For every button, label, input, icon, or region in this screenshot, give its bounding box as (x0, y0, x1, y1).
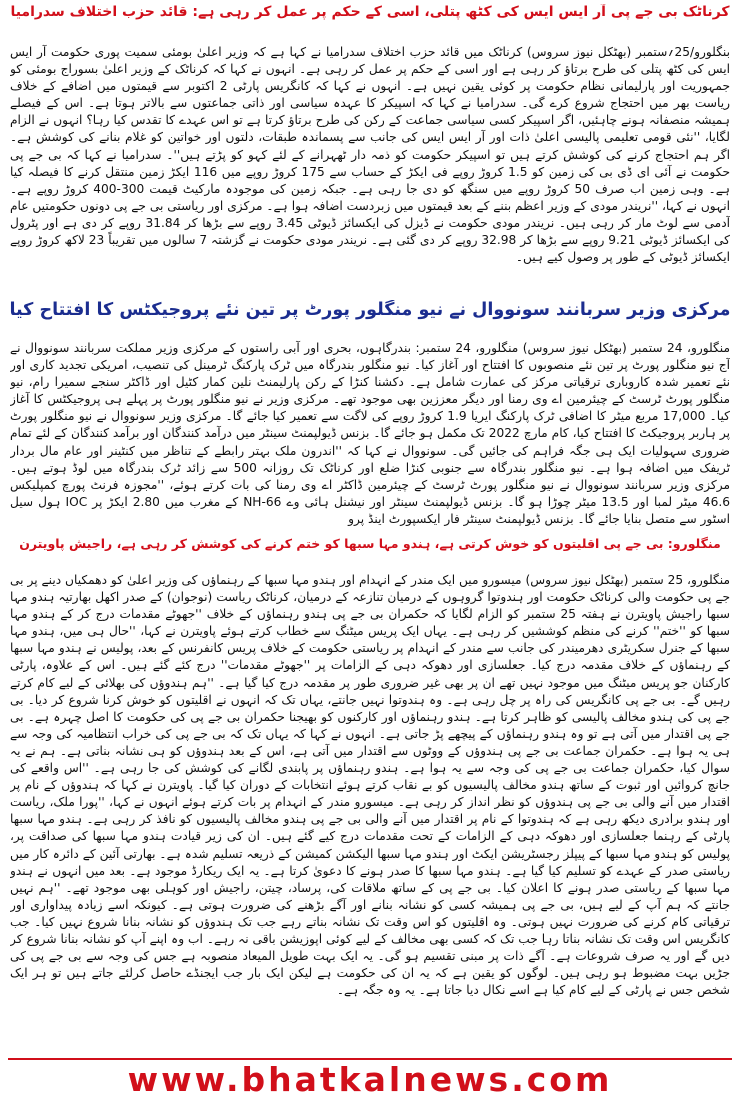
article-1-headline: کرناٹک بی جے پی آر ایس ایس کی کٹھ پتلی، اسی کے حکم پر عمل کر رہی ہے: قائد حزب اختلاف سدرامیا (10, 4, 730, 20)
article-3-body: منگلورو، 25 ستمبر (بھٹکل نیوز سروس) میسورو میں ایک مندر کے انہدام اور ہندو مہا سبھا کے رہنماؤں کی وزیر اعلیٰ کو دھمکیاں دینے پر بی جے پی حکومت والی کرناٹک حکومت اور ہندوتوا گروہوں کے درمیان تنازعہ کے درمیان، کرناٹک ریاست (نوجوان) کے صدر اکھل بھارتیہ ہندو مہا سبھا راجیش پاویترن نے ہفتہ 25 ستمبر کو الزام لگایا کہ حکمران بی جے پی ہندو رہنماؤں کے خلاف ''جھوٹے مقدمات درج کر کے ہندو مہا سبھا کو ''ختم'' کرنے کی منظم کوششیں کر رہی ہے۔ یہاں ایک پریس میٹنگ سے خطاب کرتے ہوئے پاویترن نے کہا، ''حال ہی میں، ہندو مہا سبھا کے جنرل سکریٹری دھرمیندر کی جانب سے مندر کے انہدام پر ریاستی حکومت کے خلاف پریس کانفرنس کے بعد، پولیس نے ہندو مہا سبھا کے رہنماؤں کے خلاف مقدمہ درج کیا۔ جعلسازی اور دھوکہ دہی کے الزامات پر ''جھوٹے مقدمات'' درج کئے گئے ہیں۔ اس کے علاوہ، پارٹی کارکنان جو پریس میٹنگ میں موجود نہیں تھے ان پر بھی غیر ضروری طور پر مقدمہ درج کیا گیا ہے۔ ''ہم ہندوؤں کی بھلائی کے لیے کام کرتے رہیں گے۔ بی جے پی کانگریس کی راہ پر چل رہی ہے۔ وہ ہندوتوا نہیں جانتے، یہاں تک کہ انہوں نے اقلیتوں کو خوش کرنا شروع کر دیا۔ بی جے پی کی ہندو مخالف پالیسی کو ظاہر کرتا ہے۔ ہندو رہنماؤں اور کارکنوں کو بھیجنا حکمران بی جے پی کی حکومت کا اصل چہرہ ہے۔ بی جے پی اقتدار میں آتی ہے تو وہ ہندو رہنماؤں کے پیچھے پڑ جاتی ہے۔ انہوں نے کہا کہ یہاں تک کہ بی جے پی کی خراب انتظامیہ کی وجہ سے ہی یہ ہوا ہے۔ حکمران جماعت بی جے پی ہندوؤں کے ووٹوں سے اقتدار میں آتی ہے، اس کے بعد ہندوؤں کو ہی نشانہ بناتی ہے۔ ہم نے یہ سوال کیا، حکمران جماعت بی جے پی کی وجہ سے یہ ہوا ہے۔ ہندو رہنماؤں پر پابندی لگانے کی کوشش کی جا رہی ہے۔ ''اس واقعے کی جانچ کروائیں اور ثبوت کے ساتھ ہندو مخالف پالیسیوں کو بے نقاب کرتے ہوئے انتخابات کے دوران کیا گیا۔ پاویترن نے کہا کہ ہندوؤں کے نام پر اقتدار میں آنے والی بی جے پی ہندوؤں کو نظر انداز کر رہی ہے۔ میسورو مندر کے انہدام پر بات کرتے ہوئے انہوں نے کہا، ''پورا ملک، ریاست اور ہندو برادری دیکھ رہی ہے کہ ہندوتوا کے نام پر اقتدار میں آنے والی بی جے پی ہندو مخالف پالیسیوں کو نافذ کر رہی ہے۔ ہندو مہا سبھا پارٹی کے رہنما جعلسازی اور دھوکہ دہی کے الزامات کے تحت مقدمات درج کیے گئے ہیں۔ ان کی زیر قیادت ہندو مہا سبھا کی صداقت پر، پولیس کو ہندو مہا سبھا کے پیپلز رجسٹریشن ایکٹ اور ہندو مہا سبھا الیکشن کمیشن کے ذریعہ تسلیم شدہ ہے۔ بھارتی آئین کے دائرہ کار میں ریاستی صدر کے عہدے کو تسلیم کیا گیا ہے۔ ہندو مہا سبھا کا صدر ہونے کا دعویٰ کرتا ہے۔ یہ ایک ریکارڈ موجود ہے۔ بعد میں انہوں نے ہندو مہا سبھا کے ریاستی صدر ہونے کا اعلان کیا۔ بی جے پی کے ساتھ ملاقات کی، پرساد، چیتن، راجیش اور کوہلی بھی موجود تھے۔ ''ہم نہیں جانتے کہ ہم آپ کے لیے ہیں، بی جے پی ہمیشہ کسی کو نشانہ بنانے اور آگے بڑھنے کی ضرورت ہوتی ہے۔ کیونکہ اسے زیادہ پیداواری اور ترقیاتی کام کرنے کی ضرورت نہیں ہوتی۔ وہ اقلیتوں کو اس وقت تک نشانہ بناتے رہے جب تک ہندوؤں کو نشانہ بنانا شروع نہیں کیا۔ جب کانگریس اس وقت تک نشانہ بناتا رہا جب تک کہ کسی بھی مخالف کے لیے کوئی اپوزیشن باقی نہ رہے۔ اب وہ اپنے آپ کو نشانہ بنانا شروع کر دیں گے اور یہ صرف شروعات ہے۔ آگے ذات پر مبنی تقسیم ہو گی۔ یہ ایک بہت طویل المیعاد منصوبہ ہے جس کی وجہ سے بی جے پی کی جڑیں بہت مضبوط ہو رہی ہیں۔ لوگوں کو یقین ہے کہ یہ ان کی حکومت ہے لیکن ایک بار جب ایجنڈے حاصل کرلئے جاتے ہیں تو ہر ایک شخص جس نے پارٹی کے لیے کام کیا ہے اسے نکال دیا جاتا ہے۔ یہ وہ جگہ ہے۔ (10, 573, 730, 998)
article-2-body: منگلورو، 24 ستمبر (بھٹکل نیوز سروس) منگلورو، 24 ستمبر: بندرگاہوں، بحری اور آبی راستوں کے مرکزی وزیر مملکت سربانند سونووال نے آج نیو منگلور پورٹ پر تین نئے منصوبوں کا افتتاح اور آغاز کیا۔ نیو منگلور بندرگاہ میں ٹرک پارکنگ ٹرمینل کی تنصیب، امریکی تجدید کاری اور نئے تعمیر شدہ کاروباری ترقیاتی مرکز کی عمارت شامل ہے۔ دکشنا کنڑا کے رکن پارلیمنٹ نلین کمار کٹیل اور ڈاکٹر سنجے سمیرا رام، نیو منگلور پورٹ ٹرسٹ کے چیئرمین اے وی رمنا اور دیگر معززین بھی موجود تھے۔ مرکزی وزیر نے نیو منگلور پورٹ پر پہلے ہی پروجیکٹس کا آغاز کیا۔ 17,000 مربع میٹر کا اضافی ٹرک پارکنگ ایریا 1.9 کروڑ روپے کی لاگت سے تعمیر کیا جائے گا۔ مرکزی وزیر سونووال نے نیو منگلور پورٹ پر ہاربر پروجیکٹ کا افتتاح کیا، کام مارچ 2022 تک مکمل ہو جائے گا۔ بزنس ڈیولپمنٹ سینٹر میں درآمد کنندگان اور برآمد کنندگان کے لئے تمام ضروری سہولیات ایک ہی جگہ فراہم کی جائیں گی۔ سونووال نے کہا کہ ''اندرون ملک بہتر رابطے کے تناظر میں کنٹینر اور عام مال بردار ٹریفک میں اضافہ ہوا ہے۔ نیو منگلور بندرگاہ سے جنوبی کنڑا ضلع اور کرناٹک تک روزانہ 500 سے زائد ٹرک بندرگاہ میں لوڈ ہوتے ہیں۔ مرکزی وزیر سربانند سونووال نے نیو منگلور پورٹ ٹرسٹ کے چیئرمین ڈاکٹر اے وی رمنا کی بات کرتے ہوئے، ''مجوزہ فرنٹ پورچ کمپلیکس 46.6 میٹر لمبا اور 13.5 میٹر چوڑا ہو گا۔ بزنس ڈیولپمنٹ سینٹر اور نیشنل ہائی وے NH-66 کے مغرب میں 2.80 ایکڑ پر IOC ہول سیل اسٹور سے متصل بنایا جائے گا۔ بزنس ڈیولپمنٹ سینٹر فار ایکسپورٹ اینڈ پرو (10, 341, 730, 526)
article-3-headline: منگلورو: بی جے پی اقلیتوں کو خوش کرتی ہے، ہندو مہا سبھا کو ختم کرنے کی کوشش کر رہی ہے، راجیش پاویترن (19, 536, 721, 551)
article-2-headline: مرکزی وزیر سربانند سونووال نے نیو منگلور پورٹ پر تین نئے پروجیکٹس کا افتتاح کیا (9, 300, 731, 320)
footer-website-link[interactable]: www.bhatkalnews.com (127, 1060, 613, 1099)
article-1-body: بنگلورو/25؍ستمبر (بھٹکل نیوز سروس) کرناٹک میں قائد حزب اختلاف سدرامیا نے کہا ہے کہ وزیر اعلیٰ بومئی سمیت پوری حکومت آر ایس ایس کی کٹھ پتلی کی طرح برتاؤ کر رہی ہے اور اسی کے حکم پر عمل کر رہی ہے۔ انہوں نے کہا کہ کرناٹک کے وزیر اعلیٰ بسوراج بومئی کو جمہوریت اور پارلیمانی نظام حکومت پر کوئی یقین نہیں ہے۔ انہوں نے کہا کہ کانگریس پارٹی 2 اکتوبر سے قیمتوں میں اضافے کے خلاف ریاست بھر میں احتجاج شروع کرے گی۔ سدرامیا نے کہا کہ اسپیکر کا عہدہ سیاسی اور ذاتی جماعتوں سے بالاتر ہوتا ہے۔ اس کے فیصلے ہمیشہ منصفانہ ہونے چاہئیں، اگر اسپیکر کسی سیاسی جماعت کے رکن کی طرح برتاؤ کرتا ہے تو اس عہدے کا تقدس کیا رہا؟ انہوں نے الزام لگایا، ''نئی قومی تعلیمی پالیسی اعلیٰ ذات اور آر ایس ایس کی جانب سے پسماندہ طبقات، دلتوں اور خواتین کو غلام بنانے کی کوشش ہے۔ اگر ہم احتجاج کرنے کی کوشش کرتے ہیں تو اسپیکر حکومت کو ذمہ دار ٹھہرانے کے لئے کہو کو پڑتے ہیں''۔ سدرامیا نے کہا کہ بی جے پی حکومت نے آئی ای ڈی بی کی زمین کو 1.5 کروڑ روپے فی ایکڑ کے حساب سے 175 کروڑ روپے میں 116 ایکڑ زمین منتقل کرنے کا فیصلہ کیا ہے۔ وہی زمین اب صرف 50 کروڑ روپے میں سنگھ کو دی جا رہی ہے۔ جبکہ زمین کی موجودہ مارکیٹ قیمت 300-400 کروڑ روپے ہے۔ انہوں نے کہا، ''نریندر مودی کے وزیر اعظم بننے کے بعد قیمتوں میں زبردست اضافہ ہوا ہے۔ مرکزی اور ریاستی بی جے پی دونوں حکومتیں عام آدمی سے لوٹ مار کر رہی ہیں۔ نریندر مودی حکومت نے ڈیزل کی ایکسائز ڈیوٹی 3.45 روپے سے بڑھا کر 31.84 روپے کر دی ہے اور پٹرول کی ایکسائز ڈیوٹی 9.21 روپے سے بڑھا کر 32.98 روپے کر دی گئی ہے۔ نریندر مودی حکومت نے گزشتہ 7 سالوں میں تقریباً 23 لاکھ کروڑ روپے ایکسائز ڈیوٹی کے طور پر وصول کیے ہیں۔ (10, 45, 730, 265)
